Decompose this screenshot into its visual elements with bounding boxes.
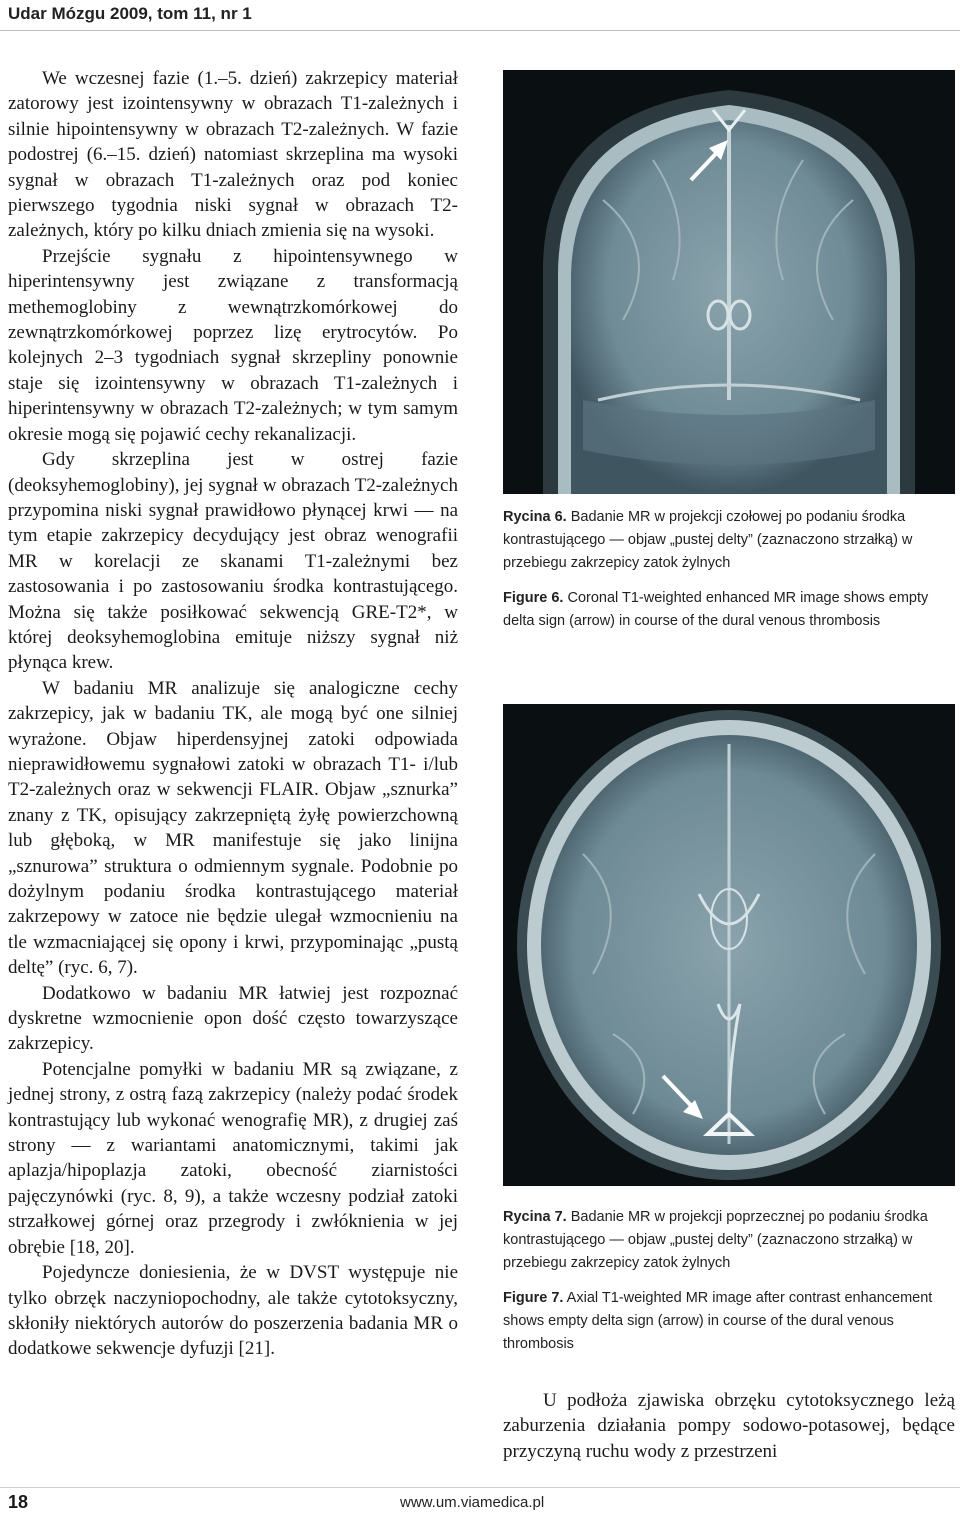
figure7-pl-label: Rycina 7. — [503, 1209, 567, 1225]
right-column-text — [503, 1388, 955, 1464]
figure6-en-label: Figure 6. — [503, 590, 564, 606]
figure6-en-text: Coronal T1-weighted enhanced MR image shows empty delta sign (arrow) in course of the dural venous thrombosis — [503, 590, 929, 629]
paragraph: Przejście sygnału z hipointensywnego w hiperintensywny jest związane z transformacją methemoglobiny z wewnątrzkomórkowej do zewnątrzkomórkowej poprzez lizę erytrocytów. Po kolejnych 2–3 tygodniach sygnał skrzepliny ponownie staje się izointensywny w obrazach T1-zależnych i hiperintensywny w obrazach T2-zależnych; w tym samym okresie mogą się pojawić cechy rekanalizacji. — [8, 245, 458, 445]
paragraph: W badaniu MR analizuje się analogiczne cechy zakrzepicy, jak w badaniu TK, ale mogą być one silniej wyrażone. Objaw hiperdensyjnej zatoki odpowiada nieprawidłowemu sygnałowi zatoki w obrazach T1- i/lub T2-zależnych oraz w sekwencji FLAIR. Objaw „sznurka” znany z TK, opisujący zakrzepniętą żyłę powierzchowną lub głęboką, w MR manifestuje się jako linijna „sznurowa” struktura o odmiennym sygnale. Podobnie po dożylnym podaniu środka kontrastującego materiał zakrzepowy w zatoce nie będzie ulegał wzmocnieniu na tle wzmacniającej się opony i krwi, przypominając „pustą deltę” (ryc. 6, 7). — [8, 677, 458, 979]
figure7-en-text: Axial T1-weighted MR image after contrast enhancement shows empty delta sign (arrow) in course of the dural venous thrombosis — [503, 1290, 933, 1352]
paragraph: Gdy skrzeplina jest w ostrej fazie (deoksyhemoglobiny), jej sygnał w obrazach T2-zależnych przypomina niski sygnał prawidłowo płynącej krwi — na tym etapie zakrzepicy decydujący jest obraz wenografii MR w korelacji ze skanami T1-zależnymi bez zastosowania i po zastosowaniu środka kontrastującego. Można się także posiłkować sekwencją GRE-T2*, w której deoksyhemoglobina emituje niższy sygnał niż płynąca krew. — [8, 449, 458, 674]
figure7-pl-text: Badanie MR w projekcji poprzecznej po podaniu środka kontrastującego — objaw „pustej delty” (zaznaczono strzałką) w przebiegu zakrzepicy zatok żylnych — [503, 1209, 928, 1271]
figure6-caption — [503, 506, 955, 633]
figure7-mri-image — [503, 704, 955, 1186]
paragraph: Potencjalne pomyłki w badaniu MR są związane, z jednej strony, z ostrą fazą zakrzepicy (należy podać środek kontrastujący lub wykonać wenografię MR), z drugiej zaś strony — z wariantami anatomicznymi, takimi jak aplazja/hipoplazja zatoki, obecność ziarnistości pajęczynówki (ryc. 8, 9), a także wczesny podział zatoki strzałkowej górnej oraz przegrody i zwłóknienia w jej obrębie [18, 20]. — [8, 1058, 458, 1258]
figure6-pl-text: Badanie MR w projekcji czołowej po podaniu środka kontrastującego — objaw „pustej delty” (zaznaczono strzałką) w przebiegu zakrzepicy zatok żylnych — [503, 509, 913, 571]
figure7-caption — [503, 1206, 955, 1356]
journal-title: Udar Mózgu 2009, tom 11, nr 1 — [8, 4, 252, 23]
paragraph: U podłoża zjawiska obrzęku cytotoksycznego leżą zaburzenia działania pompy sodowo-potasowej, będące przyczyną ruchu wody z przestrzeni — [503, 1390, 955, 1462]
left-column — [8, 66, 458, 1362]
figure7-en-label: Figure 7. — [503, 1290, 564, 1306]
footer-url[interactable]: www.um.viamedica.pl — [400, 1494, 545, 1511]
footer-divider — [0, 1487, 960, 1488]
page-number: 18 — [8, 1492, 29, 1512]
paragraph: Dodatkowo w badaniu MR łatwiej jest rozpoznać dyskretne wzmocnienie opon dość często towarzyszące zakrzepicy. — [8, 982, 458, 1055]
paragraph: Pojedyncze doniesienia, że w DVST występuje nie tylko obrzęk naczyniopochodny, ale także cytotoksyczny, skłoniły niektórych autorów do poszerzenia badania MR o dodatkowe sekwencje dyfuzji [21]. — [8, 1262, 458, 1360]
page-header — [0, 0, 960, 31]
figure6-pl-label: Rycina 6. — [503, 509, 567, 525]
paragraph: We wczesnej fazie (1.–5. dzień) zakrzepicy materiał zatorowy jest izointensywny w obrazach T1-zależnych i silnie hipointensywny w obrazach T2-zależnych. W fazie podostrej (6.–15. dzień) natomiast skrzeplina ma wysoki sygnał w obrazach T1-zależnych oraz pod koniec pierwszego tygodnia niski sygnał w obrazach T2-zależnych, który po kilku dniach zmienia się na wysoki. — [8, 68, 458, 242]
figure6-mri-image — [503, 70, 955, 494]
